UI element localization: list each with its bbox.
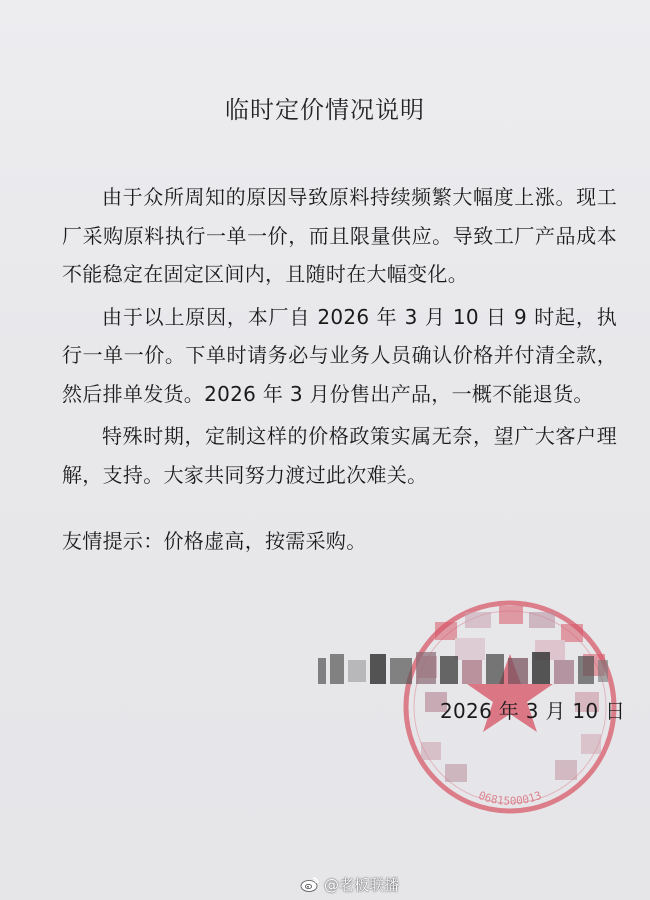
paragraph-3: 特殊时期，定制这样的价格政策实属无奈，望广大客户理解，支持。大家共同努力渡过此次难关。 [62, 424, 617, 487]
watermark [300, 873, 399, 895]
document-date: 2026 年 3 月 10 日 [440, 699, 626, 723]
document-title: 临时定价情况说明 [225, 96, 425, 124]
paragraph-2: 由于以上原因，本厂自 2026 年 3 月 10 日 9 时起，执行一单一价。下单时请务必与业务人员确认价格并付清全款，然后排单发货。2026 年 3 月份售出产品，一概不能退货。 [62, 304, 617, 406]
svg-text:0681500013 [477, 789, 544, 808]
watermark-text: @老板联播 [324, 875, 400, 894]
friendly-hint: 友情提示：价格虚高，按需采购。 [62, 529, 367, 553]
document-body [62, 178, 617, 498]
company-name-mosaic [318, 650, 610, 688]
seal-serial: 0681500013 [476, 788, 544, 808]
weibo-icon [300, 875, 320, 893]
paragraph-1: 由于众所周知的原因导致原料持续频繁大幅度上涨。现工厂采购原料执行一单一价，而且限量供应。导致工厂产品成本不能稳定在固定区间内，且随时在大幅变化。 [62, 185, 617, 286]
